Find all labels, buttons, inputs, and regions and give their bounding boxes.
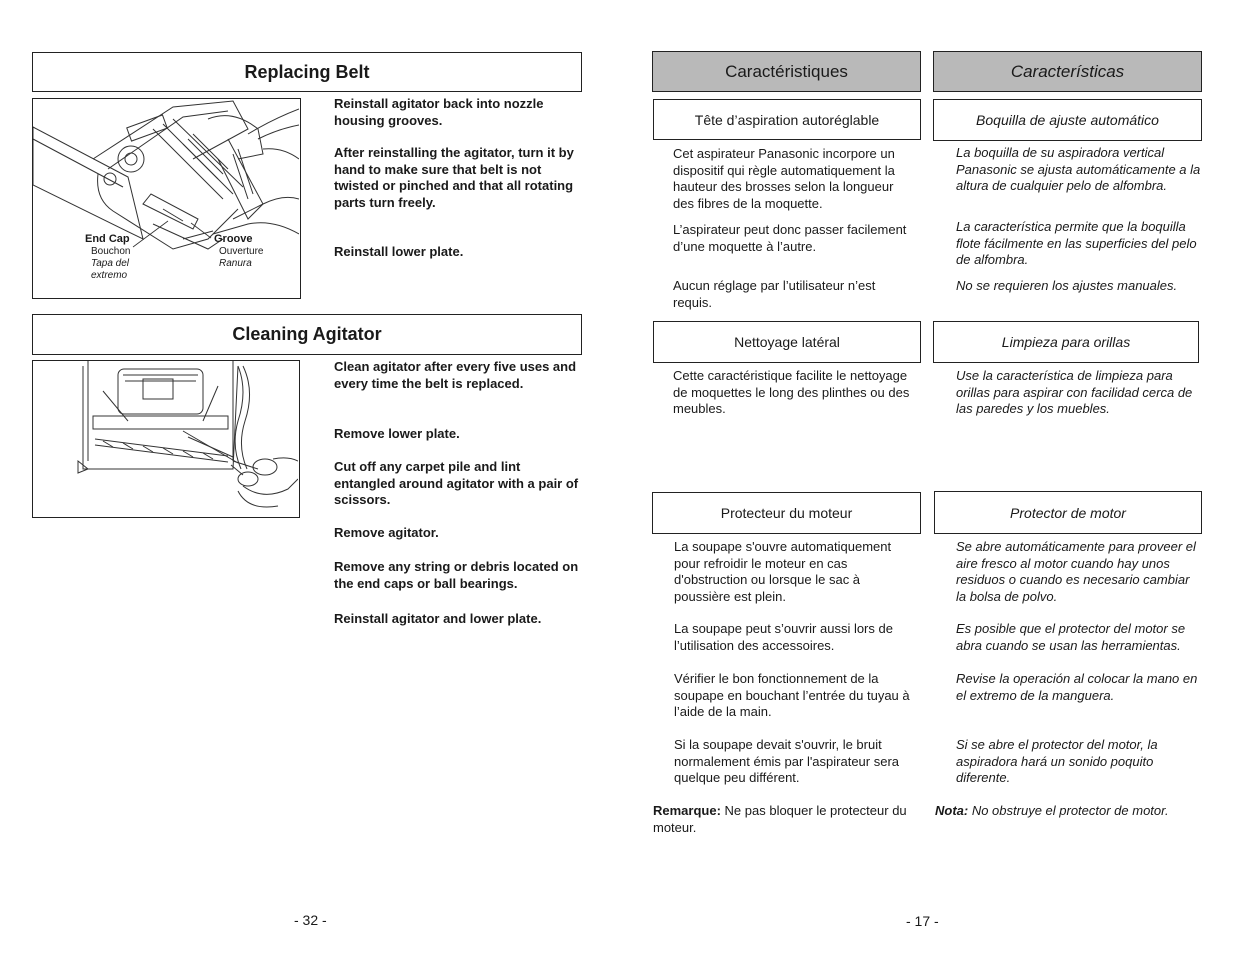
motor-heading-fr-text: Protecteur du moteur — [720, 505, 853, 521]
end-cap-label-es: Tapa del extremo — [91, 258, 129, 281]
motor-fr-p2: La soupape peut s’ouvrir aussi lors de l’utilisation des accessoires. — [674, 621, 893, 653]
motor-es-note — [935, 803, 1201, 820]
replacing-belt-title-text: Replacing Belt — [244, 61, 370, 82]
agitator-step-2: Remove lower plate. — [334, 426, 460, 441]
edge-heading-es — [933, 321, 1199, 363]
belt-step-1: Reinstall agitator back into nozzle housing grooves. — [334, 96, 544, 128]
edge-es-p1: Use la característica de limpieza para orillas para aspirar con facilidad cerca de las paredes y los muebles. — [956, 368, 1193, 416]
auto-height-fr-p3: Aucun réglage par l’utilisateur n’est requis. — [673, 278, 876, 310]
replacing-belt-illustration — [32, 98, 301, 299]
page-number-right: - 17 - — [906, 913, 939, 929]
groove-label: Groove — [214, 233, 253, 245]
belt-step-3: Reinstall lower plate. — [334, 244, 464, 259]
motor-es-p4: Si se abre el protector del motor, la aspiradora hará un sonido poquito diferente. — [956, 737, 1158, 785]
features-title-es — [933, 51, 1202, 92]
groove-label-es: Ranura — [219, 258, 252, 269]
auto-height-es-p3: No se requieren los ajustes manuales. — [956, 278, 1178, 293]
page-number-left: - 32 - — [294, 912, 327, 928]
agitator-scissors-drawing — [33, 361, 298, 516]
cleaning-agitator-title — [32, 314, 582, 355]
vacuum-nozzle-drawing — [33, 99, 299, 297]
auto-height-heading-fr-text: Tête d’aspiration autoréglable — [694, 111, 880, 128]
motor-fr-note-label: Remarque: — [653, 803, 721, 818]
motor-heading-es-text: Protector de motor — [1010, 504, 1126, 521]
end-cap-label: End Cap — [85, 233, 130, 245]
belt-step-2: After reinstalling the agitator, turn it by hand to make sure that belt is not twisted or pinched and that all rotating parts turn freely. — [334, 145, 574, 210]
agitator-step-6: Reinstall agitator and lower plate. — [334, 611, 542, 626]
motor-es-p2: Es posible que el protector del motor se abra cuando se usan las herramientas. — [956, 621, 1186, 653]
motor-es-p1: Se abre automáticamente para proveer el aire fresco al motor cuando hay unos residuos o cuando es necesario cambiar la bolsa de polvo. — [956, 539, 1196, 604]
agitator-step-5: Remove any string or debris located on the end caps or ball bearings. — [334, 559, 579, 591]
auto-height-es-p2: La característica permite que la boquilla flote fácilmente en las superficies del pelo de alfombra. — [956, 219, 1197, 267]
motor-heading-es — [934, 491, 1202, 534]
motor-es-p3: Revise la operación al colocar la mano en el extremo de la manguera. — [956, 671, 1198, 703]
features-title-es-text: Características — [1010, 61, 1125, 81]
auto-height-fr-p1: Cet aspirateur Panasonic incorpore un dispositif qui règle automatiquement la hauteur des brosses selon la longueur des fibres de la moquette. — [673, 146, 895, 211]
motor-es-note-text: No obstruye el protector de motor. — [968, 803, 1169, 818]
agitator-step-4: Remove agitator. — [334, 525, 439, 540]
auto-height-es-p1: La boquilla de su aspiradora vertical Panasonic se ajusta automáticamente a la altura de cualquier pelo de alfombra. — [956, 145, 1201, 193]
motor-fr-p3: Vérifier le bon fonctionnement de la soupape en bouchant l’entrée du tuyau à l’aide de la main. — [674, 671, 910, 719]
motor-fr-note — [653, 803, 915, 836]
motor-heading-fr — [652, 492, 921, 534]
cleaning-agitator-illustration — [32, 360, 300, 518]
features-title-fr-text: Caractéristiques — [725, 61, 848, 81]
motor-fr-note-text: Ne pas bloquer le protecteur du moteur. — [653, 803, 907, 835]
edge-heading-fr-text: Nettoyage latéral — [734, 334, 840, 350]
motor-es-note-label: Nota: — [935, 803, 969, 818]
motor-fr-p4: Si la soupape devait s'ouvrir, le bruit normalement émis par l'aspirateur sera quelque peu différent. — [674, 737, 900, 785]
edge-heading-fr — [653, 321, 921, 363]
auto-height-fr-p2: L’aspirateur peut donc passer facilement d’une moquette à l’autre. — [673, 222, 907, 254]
groove-label-fr: Ouverture — [219, 246, 264, 257]
end-cap-label-fr: Bouchon — [91, 246, 131, 257]
auto-height-heading-es — [933, 99, 1202, 141]
replacing-belt-title — [32, 52, 582, 92]
edge-fr-p1: Cette caractéristique facilite le nettoyage de moquettes le long des plinthes ou des meubles. — [673, 368, 910, 416]
agitator-step-3: Cut off any carpet pile and lint entangled around agitator with a pair of scissors. — [334, 459, 579, 507]
motor-fr-p1: La soupape s'ouvre automatiquement pour refroidir le moteur en cas d'obstruction ou lorsque le sac à poussière est plein. — [674, 539, 892, 604]
cleaning-agitator-title-text: Cleaning Agitator — [232, 324, 382, 344]
edge-heading-es-text: Limpieza para orillas — [1001, 334, 1131, 350]
auto-height-heading-es-text: Boquilla de ajuste automático — [976, 112, 1159, 128]
features-title-fr — [652, 51, 921, 92]
auto-height-heading-fr — [653, 99, 921, 140]
agitator-step-1: Clean agitator after every five uses and every time the belt is replaced. — [334, 359, 577, 391]
